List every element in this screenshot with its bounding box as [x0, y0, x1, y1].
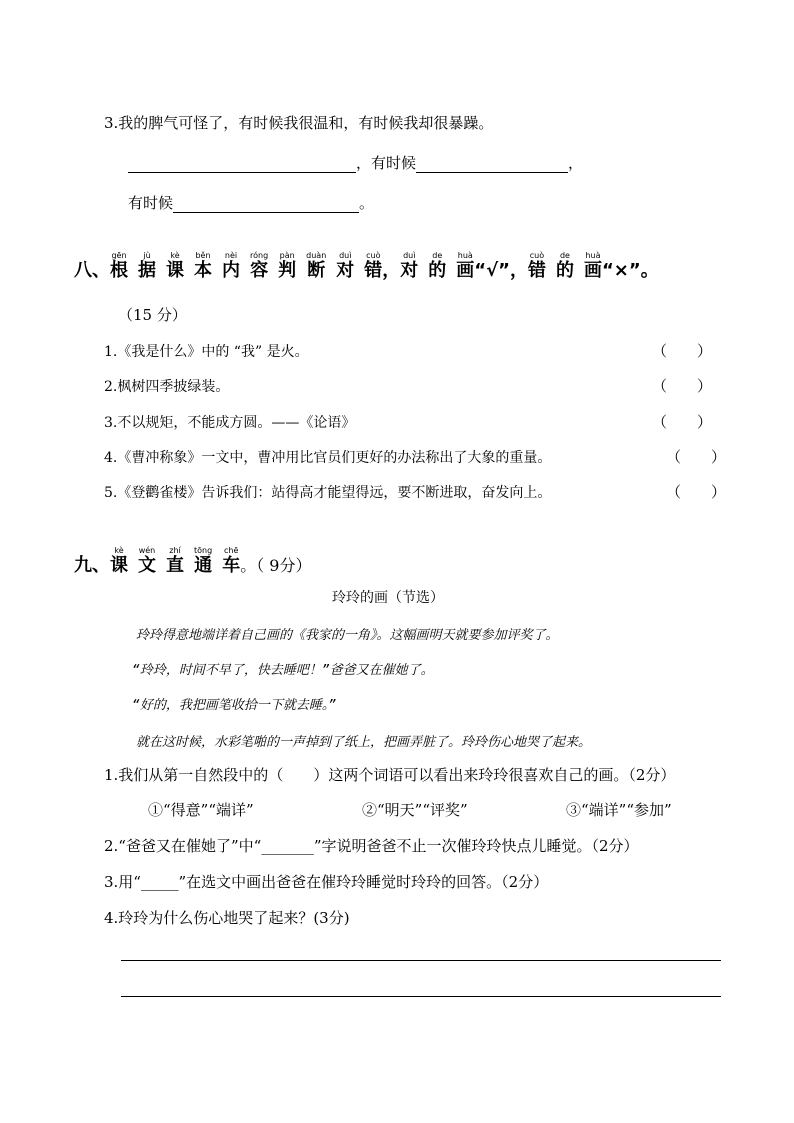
answer-blank[interactable] — [128, 158, 356, 173]
q8-score: （15 分） — [118, 306, 187, 324]
ruby-char: cuò 错 — [364, 251, 383, 281]
q9-score: 。（ 9分） — [240, 556, 312, 575]
q9-question-3: 3.用“_____”在选文中画出爸爸在催玲玲睡觉时玲玲的回答。（2分） — [104, 873, 549, 891]
ruby-char: róng 容 — [250, 251, 269, 281]
ruby-char: kè 课 — [166, 251, 184, 281]
passage-paragraph: “玲玲，时间不早了，快去睡吧！”爸爸又在催她了。 — [132, 663, 434, 678]
fill-period-text: 。 — [359, 194, 375, 212]
passage-paragraph: 就在这时候，水彩笔啪的一声掉到了纸上，把画弄脏了。玲玲伤心地哭了起来。 — [136, 735, 592, 750]
answer-paren[interactable]: （ ） — [666, 448, 727, 466]
q9-question-2: 2.“爸爸又在催她了”中“_______”字说明爸爸不止一次催玲玲快点儿睡觉。（2分） — [104, 837, 639, 855]
ruby-char: duì 对 — [336, 251, 355, 281]
q8-item-1: 1.《我是什么》中的 “我” 是火。 — [104, 344, 309, 360]
q7-fill-row2 — [128, 192, 374, 213]
ruby-char: běn 本 — [194, 251, 212, 281]
ruby-char: zhí 直 — [166, 546, 184, 576]
answer-paren[interactable]: （ ） — [652, 342, 713, 360]
q8-item-2: 2.枫树四季披绿装。 — [104, 379, 230, 395]
ruby-char: de 的 — [428, 251, 447, 281]
ruby-char: huà 画 — [456, 251, 475, 281]
q9-number: 九、 — [74, 555, 110, 576]
passage-paragraph: “好的，我把画笔收拾一下就去睡。” — [132, 698, 337, 713]
q7-fill-row1 — [128, 152, 583, 173]
q9-option-3[interactable]: ③“端详”“参加” — [566, 801, 672, 819]
passage-title: 玲玲的画（节选） — [332, 590, 444, 606]
fill-end-text: ， — [568, 154, 584, 172]
q8-item-4: 4.《曹冲称象》一文中，曹冲用比官员们更好的办法称出了大象的重量。 — [104, 450, 552, 466]
fill-mid-text: ，有时候 — [356, 154, 417, 172]
ruby-char: pàn 判 — [278, 251, 297, 281]
q8-item-5: 5.《登鹳雀楼》告诉我们：站得高才能望得远，要不断进取，奋发向上。 — [104, 485, 552, 501]
ruby-char: nèi 内 — [222, 251, 240, 281]
answer-blank[interactable] — [416, 158, 568, 173]
fill-start-text: 有时候 — [128, 194, 174, 212]
ruby-char: duì 对 — [400, 251, 419, 281]
q9-question-4: 4.玲玲为什么伤心地哭了起来？(3分) — [104, 909, 350, 927]
ruby-char: wén 文 — [138, 546, 156, 576]
q8-number: 八、 — [74, 260, 110, 281]
q8-heading — [74, 250, 659, 281]
ruby-char: tōng 通 — [194, 546, 213, 576]
passage-paragraph: 玲玲得意地端详着自己画的《我家的一角》。这幅画明天就要参加评奖了。 — [136, 628, 559, 643]
answer-line[interactable] — [121, 996, 721, 997]
q9-heading — [74, 545, 311, 576]
ruby-char: chē 车 — [222, 546, 241, 576]
answer-paren[interactable]: （ ） — [652, 377, 713, 395]
ruby-char: kè 课 — [110, 546, 128, 576]
q8-check-mark: “√”， — [474, 260, 528, 281]
ruby-char: gēn 根 — [110, 251, 128, 281]
answer-blank[interactable] — [173, 198, 359, 213]
ruby-char: jù 据 — [138, 251, 156, 281]
q9-option-1[interactable]: ①“得意”“端详” — [148, 801, 254, 819]
q8-item-3: 3.不以规矩，不能成方圆。——《论语》 — [104, 415, 356, 431]
q8-cross-mark: “×”。 — [601, 260, 659, 281]
answer-paren[interactable]: （ ） — [652, 413, 713, 431]
ruby-char: cuò 错 — [527, 251, 546, 281]
q8-comma: ， — [382, 260, 401, 281]
q7-item3-text: 3.我的脾气可怪了，有时候我很温和，有时候我却很暴躁。 — [104, 114, 494, 132]
answer-paren[interactable]: （ ） — [666, 483, 727, 501]
ruby-char: duàn 断 — [306, 251, 327, 281]
q9-option-2[interactable]: ②“明天”“评奖” — [362, 801, 468, 819]
ruby-char: de 的 — [555, 251, 574, 281]
q9-question-1: 1.我们从第一自然段中的（ ）这两个词语可以看出来玲玲很喜欢自己的画。（2分） — [104, 766, 676, 784]
answer-line[interactable] — [121, 960, 721, 961]
ruby-char: huà 画 — [583, 251, 602, 281]
